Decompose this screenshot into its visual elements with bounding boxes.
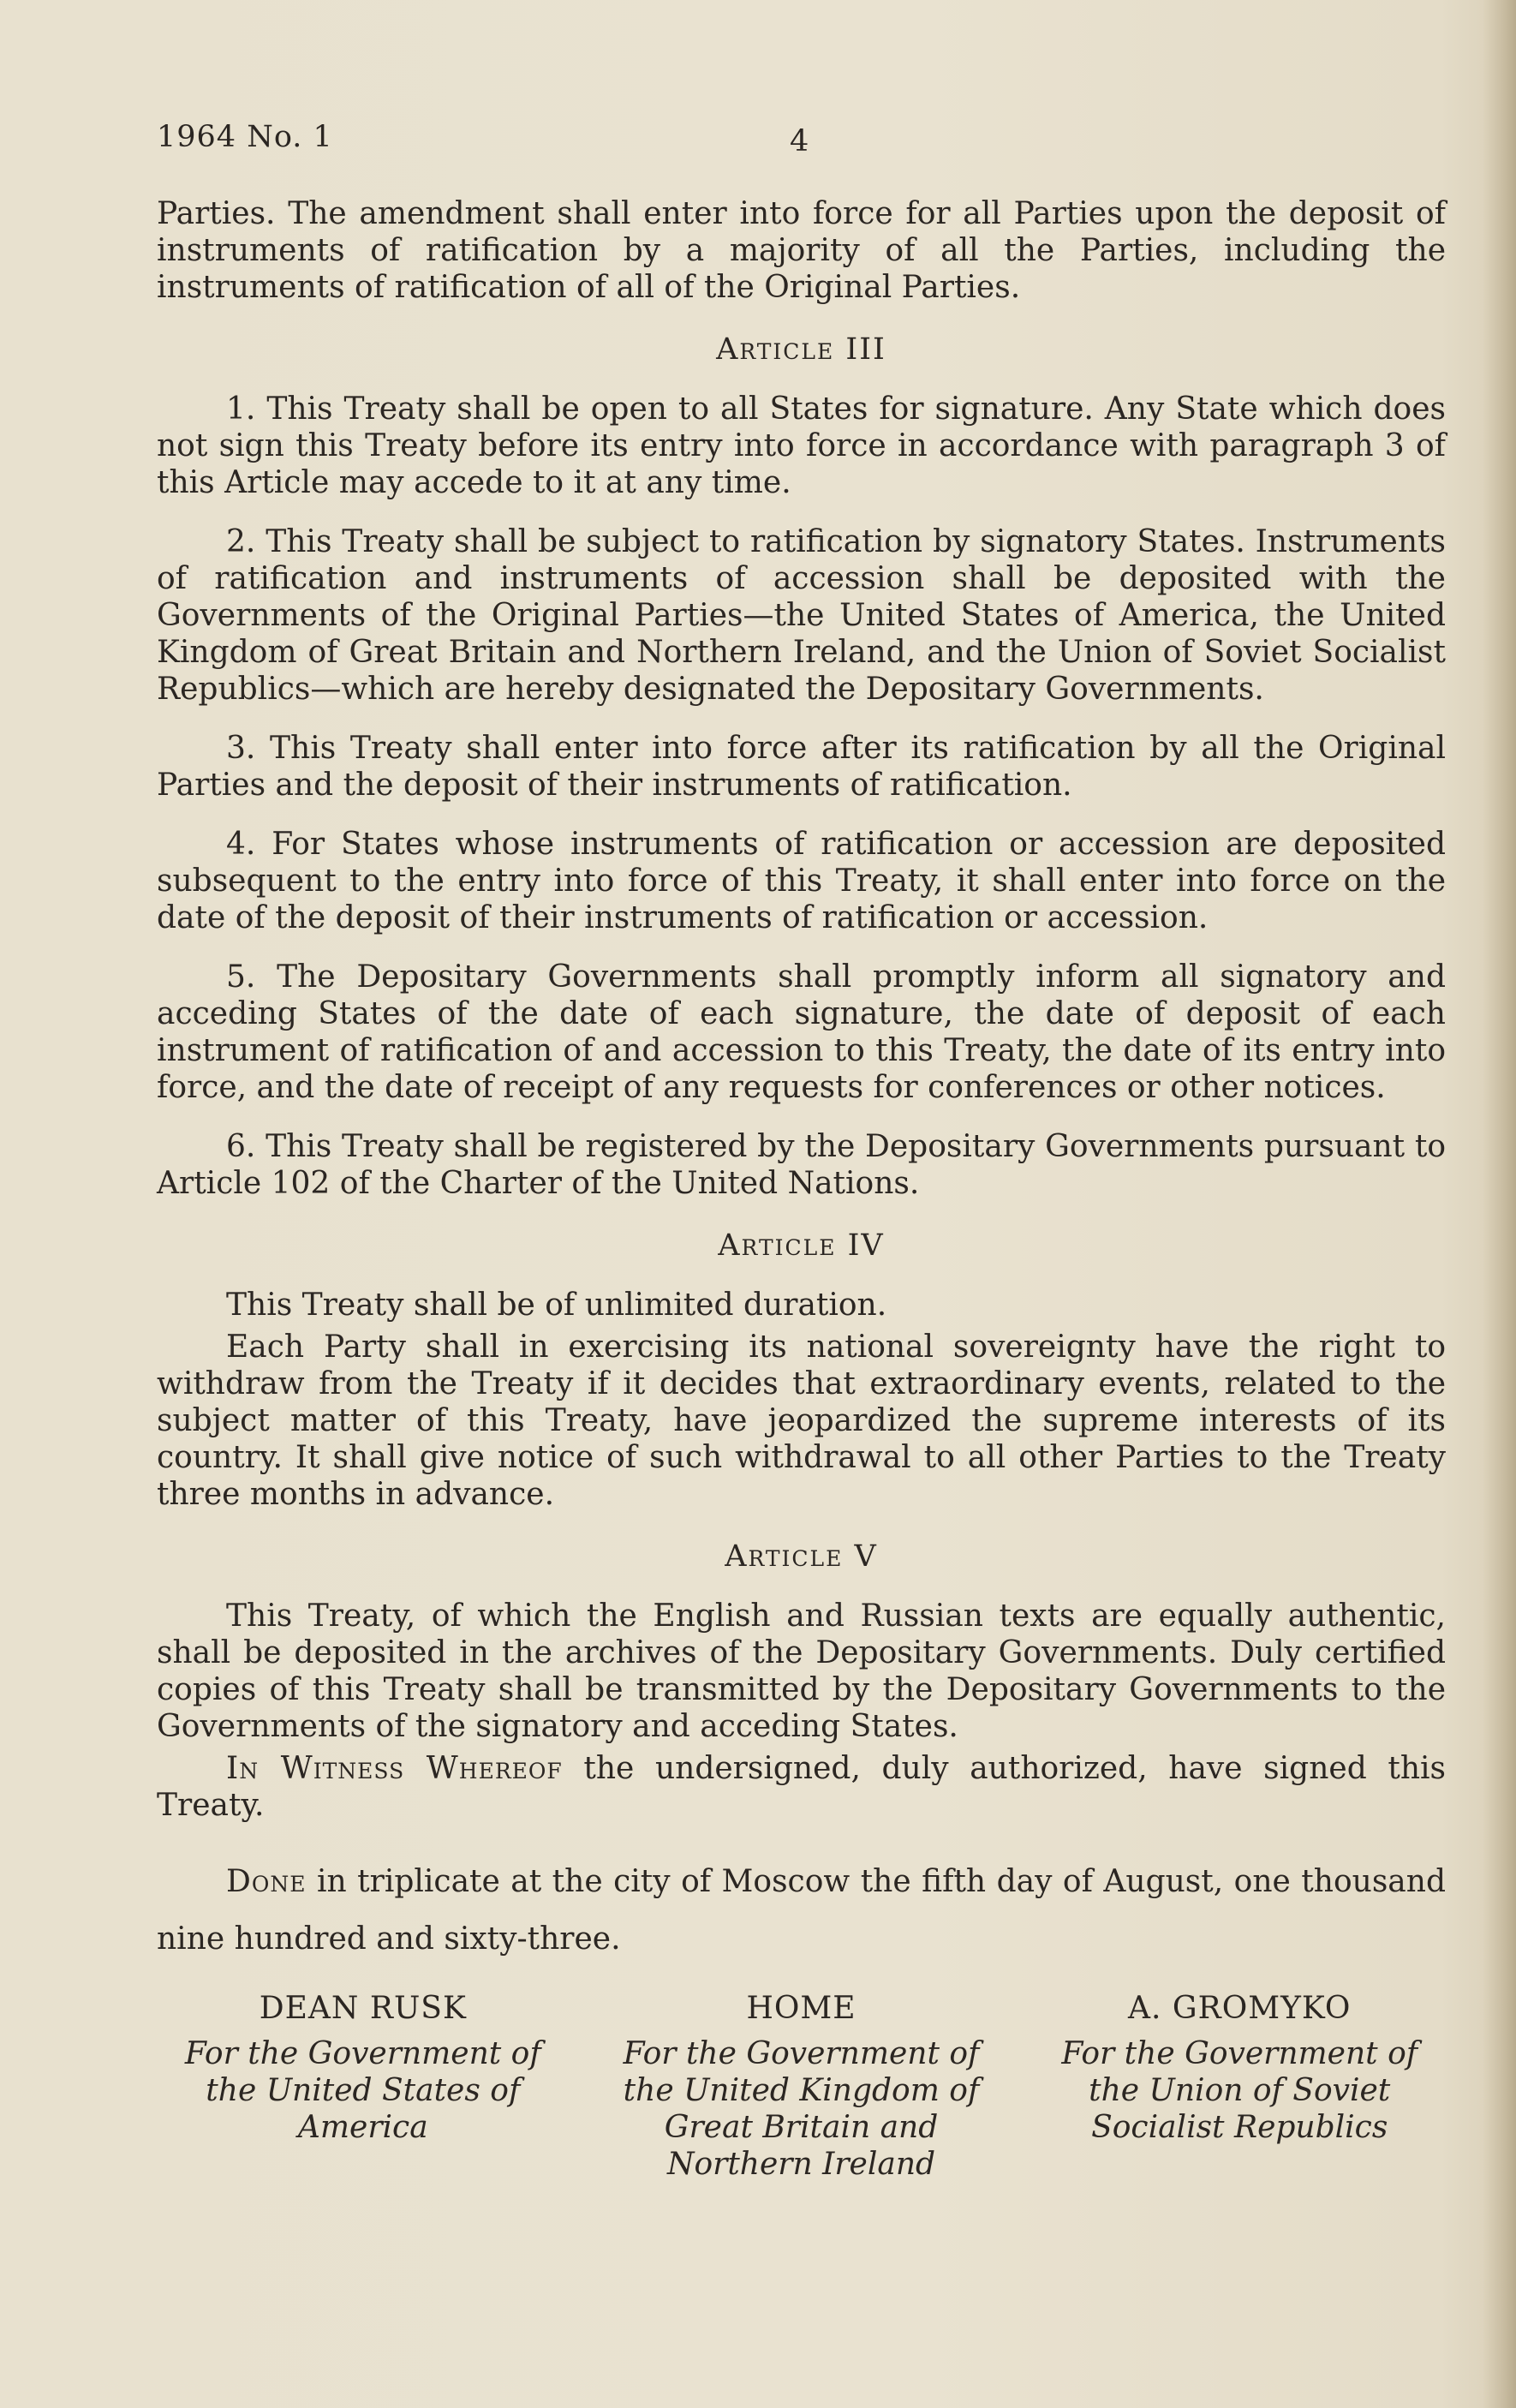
witness-clause [157, 1750, 1446, 1824]
signatory-role: For the Government of the Union of Soviet Socialist Republics [1061, 2036, 1418, 2145]
witness-text: the undersigned, duly authorized, have signed this Treaty. [157, 1751, 1446, 1823]
page-edge-shadow [1483, 0, 1516, 2408]
article-3-paragraph-5: 5. The Depositary Governments shall promptly inform all signatory and acceding States of the date of each signature, the date of deposit of each instrument of ratification of and accession to this Treaty, the date of its entry into force, and the date of receipt of any requests for conferences or other notices. [157, 959, 1446, 1105]
page-number: 4 [790, 124, 809, 158]
article-5-heading: Article V [725, 1539, 878, 1574]
signatory-name: HOME [746, 1991, 856, 2026]
article-4-paragraph-1: This Treaty shall be of unlimited duration. [226, 1288, 887, 1323]
article-3-paragraph-4: 4. For States whose instruments of ratification or accession are deposited subsequent to the entry into force of this Treaty, it shall enter into force on the date of the deposit of their instruments of ratification or accession. [157, 827, 1446, 935]
article-3-paragraph-1: 1. This Treaty shall be open to all States for signature. Any State which does not sign this Treaty before its entry into force in accordance with paragraph 3 of this Article may accede to it at any time. [157, 391, 1446, 500]
signatory-role: For the Government of the United Kingdom of Great Britain and Northern Ireland [623, 2036, 980, 2182]
signature-uk [595, 1990, 1008, 2183]
document-header: 1964 No. 1 [157, 120, 333, 154]
intro-paragraph: Parties. The amendment shall enter into force for all Parties upon the deposit of instruments of ratification by a majority of all the Parties, including the instruments of ratification of all of the Original Parties. [157, 196, 1446, 305]
witness-lead: In Witness Whereof [226, 1751, 563, 1786]
signatory-name: DEAN RUSK [259, 1991, 467, 2026]
signatory-name: A. GROMYKO [1128, 1991, 1352, 2026]
article-3-heading: Article III [716, 332, 886, 367]
signature-ussr [1033, 1990, 1446, 2183]
signature-usa [157, 1990, 570, 2183]
article-5-paragraph: This Treaty, of which the English and Russian texts are equally authentic, shall be deposited in the archives of the Depositary Governments. Duly certified copies of this Treaty shall be transmitted by the Depositary Governments to the Governments of the signatory and acceding States. [157, 1598, 1446, 1744]
done-clause [157, 1853, 1446, 1968]
article-3-paragraph-6: 6. This Treaty shall be registered by the Depositary Governments pursuant to Article 102 of the Charter of the United Nations. [157, 1129, 1446, 1201]
signatory-role: For the Government of the United States of America [184, 2036, 541, 2145]
article-4-heading: Article IV [718, 1228, 885, 1263]
document-body [157, 195, 1446, 2183]
article-4-paragraph-2: Each Party shall in exercising its national sovereignty have the right to withdraw from the Treaty if it decides that extraordinary events, related to the subject matter of this Treaty, have jeopardized the supreme interests of its country. It shall give notice of such withdrawal to all other Parties to the Treaty three months in advance. [157, 1329, 1446, 1512]
article-3-paragraph-3: 3. This Treaty shall enter into force after its ratification by all the Original Parties and the deposit of their instruments of ratification. [157, 731, 1446, 803]
done-text: in triplicate at the city of Moscow the fifth day of August, one thousand nine hundred and sixty-three. [157, 1864, 1446, 1957]
article-3-paragraph-2: 2. This Treaty shall be subject to ratification by signatory States. Instruments of ratification and instruments of accession shall be deposited with the Governments of the Original Parties—the United States of America, the United Kingdom of Great Britain and Northern Ireland, and the Union of Soviet Socialist Republics—which are hereby designated the Depositary Governments. [157, 524, 1446, 707]
done-lead: Done [226, 1864, 307, 1899]
signature-block [157, 1990, 1446, 2183]
